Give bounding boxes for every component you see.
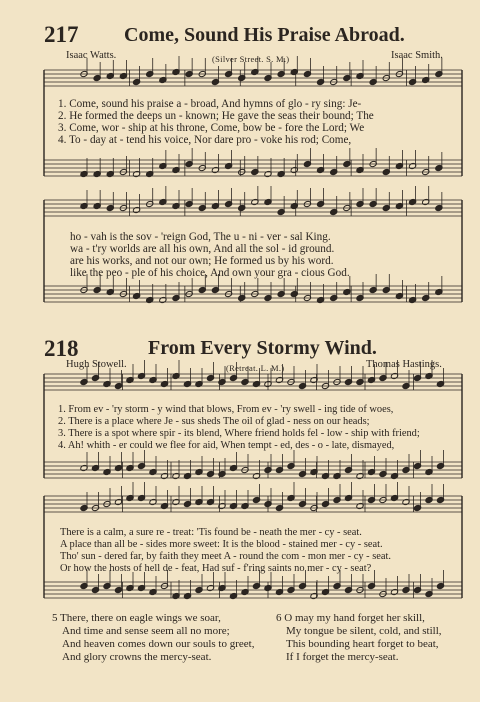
lyric-line: 1. From ev - 'ry storm - y wind that blows, From ev - 'ry swell - ing tide of woes, <box>58 404 394 415</box>
lyric-line: 4. Ah! whith - er could we flee for aid, When tempt - ed, des - o - late, dismayed, <box>58 440 395 451</box>
lyric-line: Tho' sun - dered far, by faith they meet A - round the com - mon mer - cy - seat. <box>60 551 391 562</box>
stanza-line: This bounding heart forget to beat, <box>286 638 439 650</box>
lyric-line: 3. There is a spot where spir - its blend, Where friend holds fel - low - ship with friend; <box>58 428 420 439</box>
lyric-line: There is a calm, a sure re - treat: 'Tis found be - neath the mer - cy - seat. <box>60 527 362 538</box>
stanza-line: And heaven comes down our souls to greet, <box>62 638 255 650</box>
lyrics-217-system-1 <box>58 98 374 146</box>
stanza-line: 6 O may my hand forget her skill, <box>276 612 425 624</box>
lyrics-217-system-2 <box>70 231 350 279</box>
composer-217: Isaac Smith. <box>391 50 443 61</box>
stanza-line: 5 There, there on eagle wings we soar, <box>52 612 221 624</box>
lyric-line: 2. He formed the deeps un - known; He gave the seas their bound; The <box>58 110 374 122</box>
lyrics-218-system-1 <box>58 404 420 452</box>
stanza-line: If I forget the mercy-seat. <box>286 651 399 663</box>
lyric-line: like the peo - ple of his choice, And own your gra - cious God. <box>70 267 350 279</box>
lyric-line: wa - t'ry worlds are all his own, And all the sol - id ground. <box>70 243 335 255</box>
stanza-line: My tongue be silent, cold, and still, <box>286 625 442 637</box>
hymn-title-217: Come, Sound His Praise Abroad. <box>124 24 405 46</box>
lyrics-218-system-2 <box>60 527 391 575</box>
author-217: Isaac Watts. <box>66 50 117 61</box>
tune-218: (Retreat. L. M.) <box>226 363 285 373</box>
hymn-number-218: 218 <box>44 336 79 361</box>
lyric-line: 2. There is a place where Je - sus sheds The oil of glad - ness on our heads; <box>58 416 370 427</box>
hymn-title-218: From Every Stormy Wind. <box>148 337 377 359</box>
lyric-line: 1. Come, sound his praise a - broad, And hymns of glo - ry sing: Je- <box>58 98 362 110</box>
hymn-number-217: 217 <box>44 22 79 47</box>
lyric-line: are his works, and not our own; He formed us by his word. <box>70 255 334 267</box>
stanza-6 <box>276 612 442 664</box>
lyric-line: Or how the hosts of hell de - feat, Had suf - f'ring saints no mer - cy - seat? <box>60 563 372 574</box>
stanza-line: And glory crowns the mercy-seat. <box>62 651 212 663</box>
stanza-line: And time and sense seem all no more; <box>62 625 230 637</box>
lyric-line: 3. Come, wor - ship at his throne, Come, bow be - fore the Lord; We <box>58 122 365 134</box>
lyric-line: ho - vah is the sov - 'reign God, The u - ni - ver - sal King. <box>70 231 331 243</box>
lyric-line: 4. To - day at - tend his voice, Nor dare pro - voke his rod; Come, <box>58 134 352 146</box>
tune-217: (Silver Street. S. M.) <box>212 54 290 64</box>
author-218: Hugh Stowell. <box>66 359 127 370</box>
stanza-5 <box>52 612 254 664</box>
composer-218: Thomas Hastings. <box>366 359 442 370</box>
lyric-line: A place than all be - sides more sweet: It is the blood - stained mer - cy - seat. <box>60 539 383 550</box>
